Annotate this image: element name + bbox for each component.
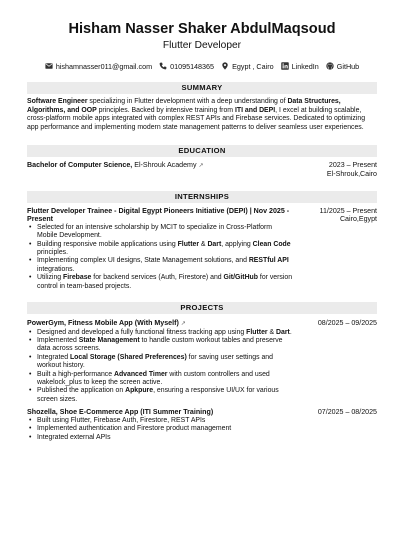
education-date: 2023 – Present — [328, 161, 377, 170]
github-icon — [326, 62, 334, 70]
linkedin-icon — [281, 62, 289, 70]
project-entry — [27, 408, 377, 417]
contact-github-text: GitHub — [336, 61, 360, 71]
internship-entry — [27, 207, 377, 224]
internship-date: 11/2025 – Present — [319, 206, 377, 215]
project-title: PowerGym, Fitness Mobile App (With Myself) — [27, 319, 179, 327]
list-item: • Integrated Local Storage (Shared Preferences) for saving user settings and workout history. — [27, 354, 293, 371]
list-item: • Utilizing Firebase for backend services (Auth, Firestore) and Git/GitHub for version control in team-based projects. — [27, 274, 293, 291]
project-entry — [27, 319, 377, 329]
internship-place: Cairo,Egypt — [339, 215, 377, 224]
external-link-icon[interactable]: ↗ — [198, 163, 204, 170]
project-bullets — [27, 329, 293, 405]
education-entry — [27, 161, 377, 178]
list-item: • Built using Flutter, Firebase Auth, Firestore, REST APIs — [27, 417, 293, 425]
external-link-icon[interactable]: ↗ — [180, 321, 186, 327]
education-degree: Bachelor of Computer Science, — [27, 161, 133, 170]
candidate-name: Hisham Nasser Shaker AbdulMaqsoud — [68, 21, 336, 37]
project-title: Shozella, Shoe E-Commerce App (ITI Summer Training) — [27, 408, 214, 417]
contact-email[interactable] — [45, 62, 152, 71]
contact-phone-text: 01095148365 — [170, 61, 215, 71]
project-bullets — [27, 417, 293, 442]
list-item: • Designed and developed a fully functional fitness tracking app using Flutter & Dart. — [27, 329, 293, 337]
candidate-role: Flutter Developer — [162, 40, 242, 51]
project-date: 07/2025 – 08/2025 — [317, 408, 377, 417]
contact-phone[interactable] — [159, 62, 214, 71]
contact-linkedin[interactable] — [281, 62, 319, 71]
contact-bar — [27, 60, 377, 72]
list-item: • Implemented State Management to handle custom workout tables and preserve data across screens. — [27, 337, 293, 354]
contact-linkedin-text: LinkedIn — [291, 61, 319, 71]
education-heading: EDUCATION — [27, 145, 377, 157]
list-item: • Implemented authentication and Firestore product management — [27, 425, 293, 433]
project-date: 08/2025 – 09/2025 — [317, 319, 377, 327]
projects-heading: PROJECTS — [27, 302, 377, 314]
location-icon — [221, 62, 229, 70]
contact-location-text: Egypt , Cairo — [232, 61, 274, 71]
summary-heading: SUMMARY — [27, 82, 377, 94]
contact-email-text: hishamnasser011@gmail.com — [55, 61, 153, 71]
summary-text: Software Engineer specializing in Flutter development with a deep understanding of Data Structures, Algorithms, and OOP principles. Backed by intensive training from ITI and DEPI, I excel at building scalable, cross-platform mobile apps integrated with complex REST APIs and Firebase services. Dedicated to optimizing app performance and implementing modern state management patterns to deliver seamless user experiences. — [27, 98, 366, 131]
contact-github[interactable] — [326, 62, 359, 71]
internship-title: Flutter Developer Trainee - Digital Egypt Pioneers Initiative (DEPI) | Nov 2025 - Present — [27, 206, 290, 224]
contact-location — [221, 62, 274, 71]
list-item: • Implementing complex UI designs, State Management solutions, and RESTful API integrations. — [27, 257, 293, 274]
list-item: • Integrated external APIs — [27, 434, 293, 442]
list-item: • Selected for an intensive scholarship by MCIT to specialize in Cross-Platform Mobile Development. — [27, 224, 293, 241]
internship-bullets — [27, 224, 293, 291]
education-place: El-Shrouk,Cairo — [326, 169, 377, 178]
internships-heading: INTERNSHIPS — [27, 191, 377, 203]
education-school: El-Shrouk Academy — [132, 161, 197, 170]
phone-icon — [159, 62, 167, 70]
list-item: • Built a high-performance Advanced Timer with custom controllers and used wakelock_plus to keep the screen active. — [27, 371, 293, 388]
mail-icon — [45, 62, 53, 70]
list-item: • Building responsive mobile applications using Flutter & Dart, applying Clean Code principles. — [27, 241, 293, 258]
list-item: • Published the application on Apkpure, ensuring a responsive UI/UX for various screen sizes. — [27, 387, 293, 404]
